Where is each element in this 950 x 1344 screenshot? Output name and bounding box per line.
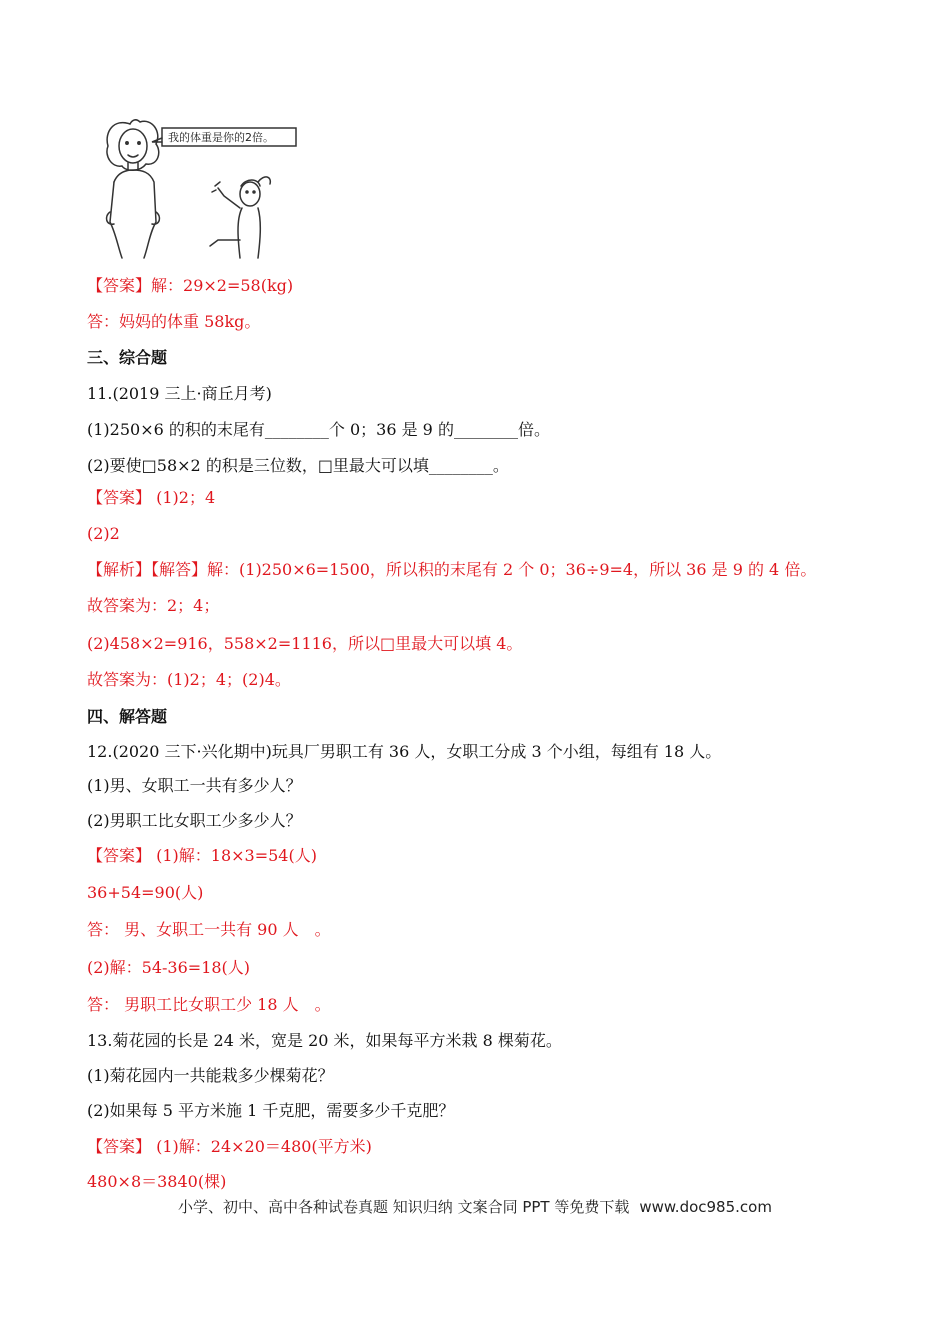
footer-url[interactable]: www.doc985.com (639, 1198, 772, 1216)
page-footer (0, 1196, 950, 1217)
q12-answer (87, 846, 317, 866)
speech-bubble-text: 我的体重是你的2倍。 (168, 131, 274, 144)
analysis-tag: 【解析】【解答】 (87, 560, 208, 579)
answer-tag: 【答案】 (87, 488, 152, 507)
q13-answer-line2: 480×8＝3840(棵) (87, 1172, 227, 1191)
q13-answer-line1: (1)解：24×20＝480(平方米) (151, 1137, 372, 1156)
section-title: 三、综合题 (87, 348, 168, 367)
q11-analysis-line3: (2)458×2=916，558×2=1116，所以□里最大可以填 4。 (87, 634, 523, 653)
q12-stem: 12.(2020 三下·兴化期中)玩具厂男职工有 36 人，女职工分成 3 个小组，每组有 18 人。 (87, 742, 722, 761)
mother-daughter-drawing (100, 112, 300, 262)
q11-analysis (87, 560, 816, 580)
q11-part1: (1)250×6 的积的末尾有________个 0；36 是 9 的________倍。 (87, 420, 550, 439)
q11-stem: 11.(2019 三上·商丘月考) (87, 384, 272, 403)
q13-stem: 13.菊花园的长是 24 米，宽是 20 米，如果每平方米栽 8 棵菊花。 (87, 1031, 562, 1050)
q11-part2: (2)要使□58×2 的积是三位数，□里最大可以填________。 (87, 456, 509, 475)
q12-part1: (1)男、女职工一共有多少人？ (87, 776, 302, 795)
answer-tag: 【答案】 (87, 276, 152, 295)
footer-text: 小学、初中、高中各种试卷真题 知识归纳 文案合同 PPT 等免费下载 (178, 1198, 630, 1216)
q13-part2: (2)如果每 5 平方米施 1 千克肥，需要多少千克肥？ (87, 1101, 455, 1120)
q12-answer-line2: 36+54=90(人) (87, 883, 204, 902)
q13-answer (87, 1137, 372, 1157)
q12-part2: (2)男职工比女职工少多少人？ (87, 811, 302, 830)
q11-answer-part1: (1)2；4 (151, 488, 216, 507)
q11-analysis-line2: 故答案为：2；4； (87, 596, 220, 615)
q10-answer-line1: 解：29×2=58(kg) (151, 276, 294, 295)
weight-illustration (100, 112, 300, 262)
q10-answer-line2: 答：妈妈的体重 58kg。 (87, 312, 261, 331)
q11-analysis-line1: 解：(1)250×6=1500，所以积的末尾有 2 个 0；36÷9=4，所以 36 是 9 的 4 倍。 (207, 560, 817, 579)
q10-answer (87, 276, 293, 296)
q13-part1: (1)菊花园内一共能栽多少棵菊花？ (87, 1066, 334, 1085)
q12-answer-line4: (2)解：54-36=18(人) (87, 958, 251, 977)
q11-analysis-line4: 故答案为：(1)2；4；(2)4。 (87, 670, 291, 689)
q11-answer-part2: (2)2 (87, 524, 120, 543)
q12-answer-line1: (1)解：18×3=54(人) (151, 846, 317, 865)
q11-answer (87, 488, 215, 508)
q12-answer-line3: 答： 男、女职工一共有 90 人 。 (87, 920, 331, 939)
answer-tag: 【答案】 (87, 1137, 152, 1156)
q12-answer-line5: 答： 男职工比女职工少 18 人 。 (87, 995, 331, 1014)
answer-tag: 【答案】 (87, 846, 152, 865)
section-title: 四、解答题 (87, 707, 168, 726)
